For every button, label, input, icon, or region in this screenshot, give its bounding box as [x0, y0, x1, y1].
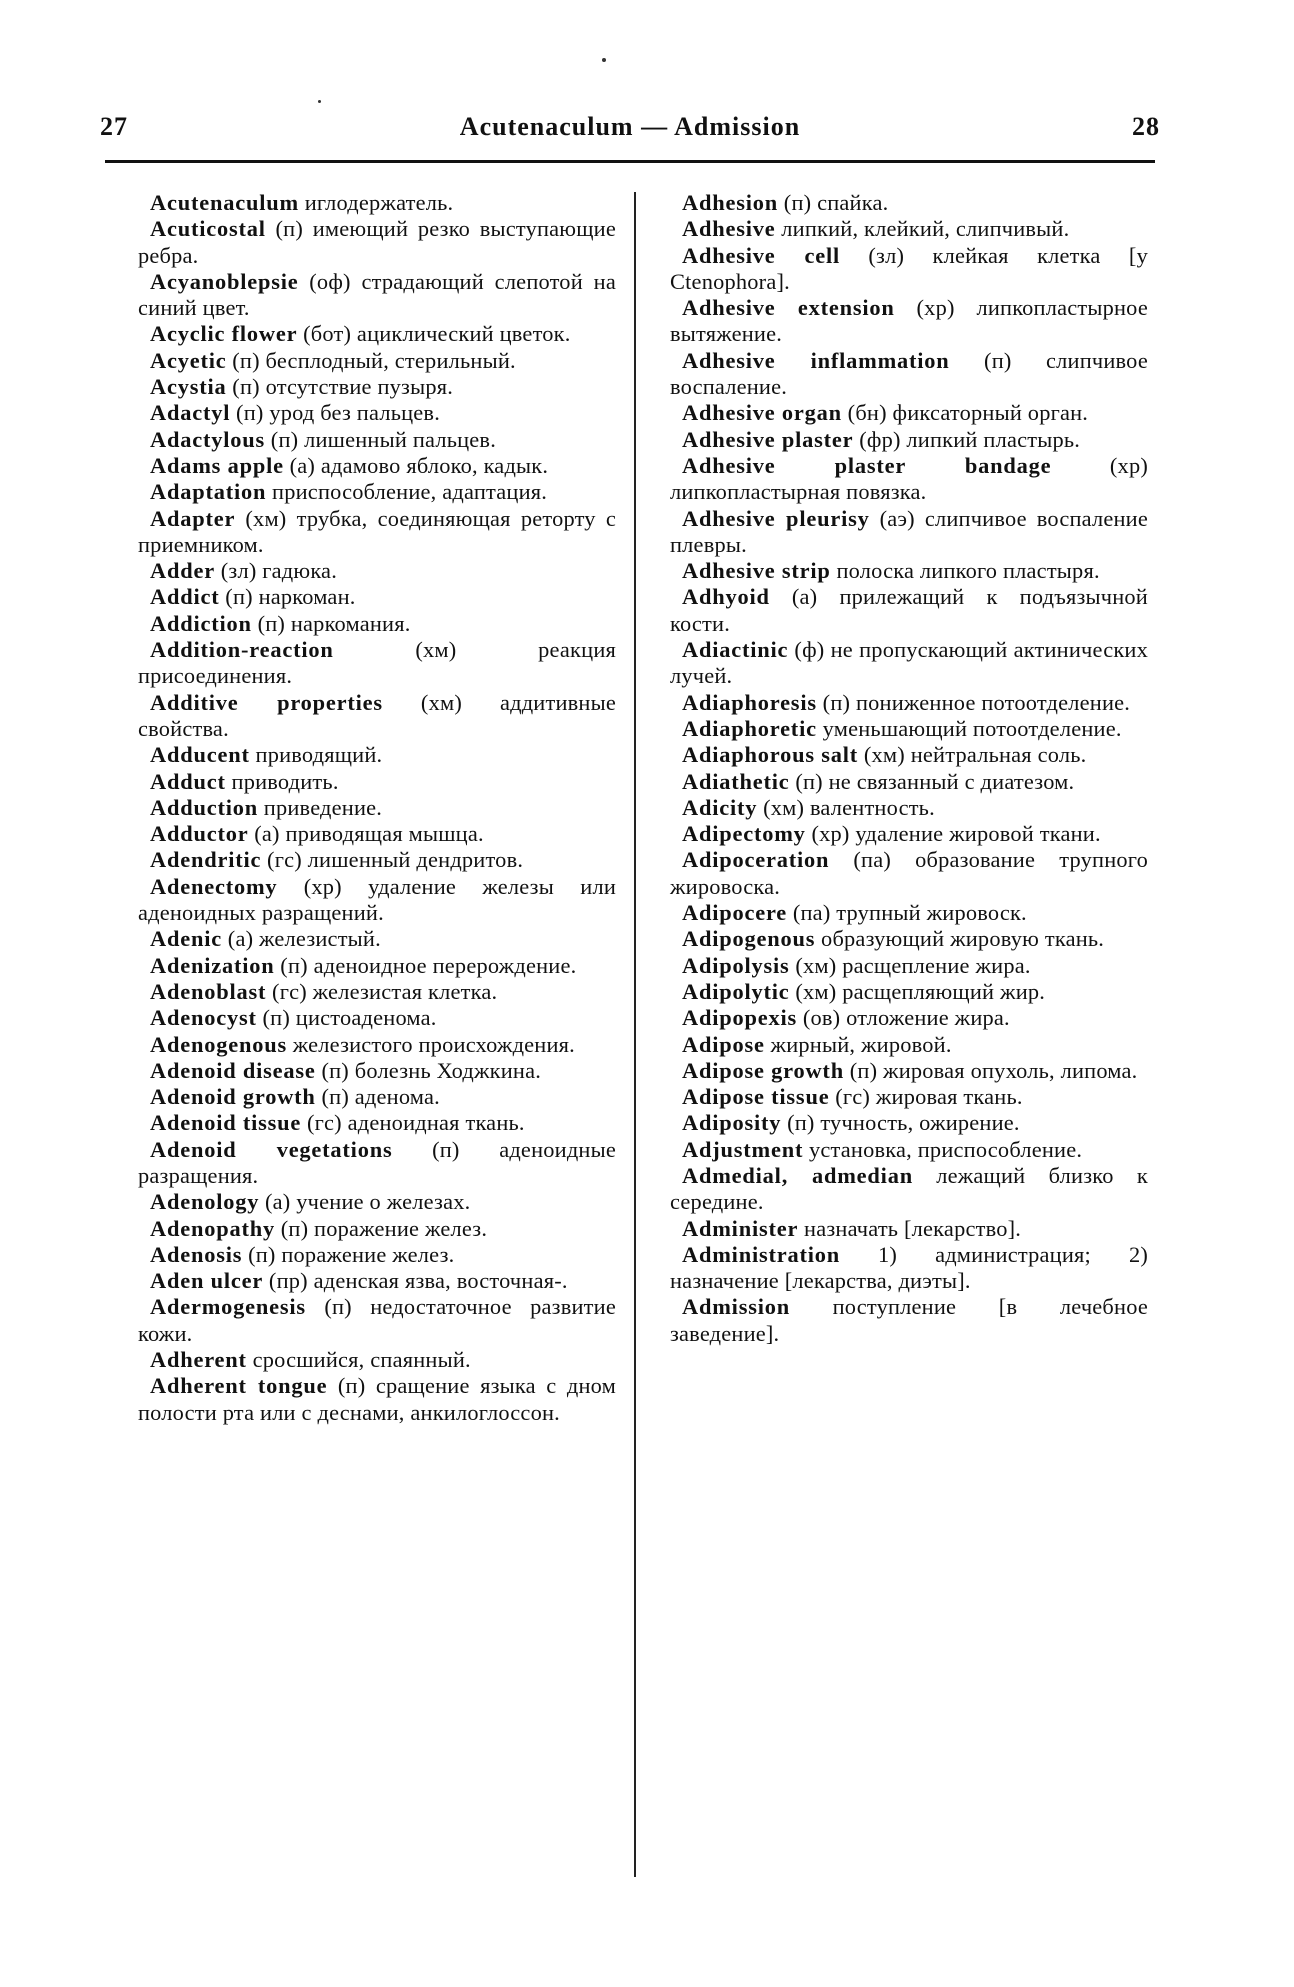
dictionary-entry [670, 821, 1148, 847]
dictionary-entry [670, 243, 1148, 296]
entry-definition: уменьшающий потоотделение. [816, 715, 1122, 741]
dictionary-entry [138, 1137, 616, 1190]
entry-definition: (п) пониженное потоотделение. [816, 689, 1131, 715]
dictionary-entry [138, 1058, 616, 1084]
entry-headword: Adduction [150, 794, 258, 820]
page-header [100, 112, 1160, 152]
entry-definition: (гс) лишенный дендритов. [261, 847, 524, 873]
dictionary-entry [138, 348, 616, 374]
entry-headword: Adherent [150, 1347, 247, 1373]
left-column [138, 190, 616, 1426]
entry-headword: Adipose [682, 1031, 765, 1057]
dictionary-entry [670, 190, 1148, 216]
dictionary-entry [670, 690, 1148, 716]
entry-definition: (п) сращение языка с дном полости рта или с деснами, анкилоглоссон. [138, 1373, 616, 1425]
entry-headword: Adhesive [682, 216, 776, 242]
dictionary-entry [670, 348, 1148, 401]
entry-headword: Adhesive organ [682, 400, 842, 426]
entry-definition: (ов) отложение жира. [797, 1005, 1010, 1031]
dictionary-entry [670, 979, 1148, 1005]
entry-headword: Administration [682, 1241, 840, 1267]
dictionary-entry [670, 953, 1148, 979]
entry-definition: установка, приспособление. [803, 1136, 1083, 1162]
entry-definition: (а) учение о железах. [259, 1189, 471, 1215]
running-title: Acutenaculum — Admission [459, 112, 801, 141]
dictionary-entry [138, 1294, 616, 1347]
entry-headword: Adhesive plaster bandage [682, 452, 1052, 478]
dictionary-entry [670, 1242, 1148, 1295]
entry-definition: (п) не связанный с диатезом. [789, 768, 1075, 794]
entry-headword: Adiactinic [682, 637, 789, 663]
entry-definition: (п) спайка. [778, 190, 889, 215]
entry-definition: (п) лишенный пальцев. [265, 426, 497, 452]
dictionary-entry [138, 979, 616, 1005]
dictionary-entry [138, 479, 616, 505]
dictionary-entry [138, 1110, 616, 1136]
dictionary-entry [138, 742, 616, 768]
entry-headword: Adenoblast [150, 978, 267, 1004]
column-divider [634, 192, 636, 1877]
dictionary-entry [670, 1084, 1148, 1110]
dictionary-entry [670, 769, 1148, 795]
entry-definition: назначать [лекарство]. [798, 1215, 1022, 1241]
entry-definition: (хр) липкопластырная повязка. [670, 452, 1148, 505]
entry-definition: (хр) липкопластырное вытяжение. [670, 295, 1148, 347]
entry-definition: (хм) расщепляющий жир. [789, 978, 1046, 1004]
entry-definition: (п) болезнь Ходжкина. [315, 1057, 542, 1083]
dictionary-entry [138, 269, 616, 322]
entry-definition: (п) отсутствие пузыря. [226, 374, 454, 400]
dictionary-entry [138, 558, 616, 584]
entry-definition: (п) цистоаденома. [256, 1005, 437, 1031]
entry-headword: Adicity [682, 794, 758, 820]
entry-headword: Adhesion [682, 190, 778, 215]
entry-definition: (гс) железистая клетка. [266, 978, 498, 1004]
dictionary-entry [138, 427, 616, 453]
entry-definition: (хм) нейтральная соль. [858, 742, 1087, 768]
entry-definition: (п) аденоидные разращения. [138, 1136, 616, 1188]
entry-headword: Addiction [150, 610, 252, 636]
dictionary-entry [138, 1268, 616, 1294]
entry-definition: (па) образование трупного жировоска. [670, 847, 1148, 899]
dictionary-entry [670, 1058, 1148, 1084]
dictionary-entry [670, 1032, 1148, 1058]
dictionary-entry [138, 847, 616, 873]
entry-headword: Adipoceration [682, 847, 830, 873]
dictionary-entry [670, 1137, 1148, 1163]
dictionary-entry [138, 637, 616, 690]
entry-definition: (а) прилежащий к подъязычной кости. [670, 584, 1148, 636]
entry-headword: Acystia [150, 374, 227, 400]
entry-definition: (зл) клейкая клетка [у Ctenophora]. [670, 242, 1148, 294]
dictionary-entry [670, 900, 1148, 926]
entry-definition: (п) тучность, ожирение. [781, 1110, 1020, 1136]
entry-headword: Adiaphorous salt [682, 742, 859, 768]
entry-headword: Addict [150, 584, 220, 610]
dictionary-entry [138, 400, 616, 426]
dictionary-entry [670, 1163, 1148, 1216]
entry-headword: Adjustment [682, 1136, 804, 1162]
entry-definition: (п) урод без пальцев. [230, 400, 440, 426]
dictionary-entry [670, 1216, 1148, 1242]
entry-definition: (п) недостаточное развитие кожи. [138, 1294, 616, 1346]
entry-definition: сросшийся, спаянный. [246, 1347, 471, 1373]
entry-headword: Adipogenous [682, 926, 816, 952]
entry-headword: Adipolytic [682, 978, 790, 1004]
entry-headword: Adipolysis [682, 952, 790, 978]
dictionary-entry [670, 216, 1148, 242]
entry-definition: (хм) реакция присоединения. [138, 637, 616, 689]
dictionary-entry [138, 1084, 616, 1110]
dictionary-entry [138, 953, 616, 979]
entry-headword: Adhesive strip [682, 558, 831, 584]
dictionary-entry [138, 611, 616, 637]
entry-headword: Adductor [150, 821, 249, 847]
entry-headword: Aden ulcer [150, 1268, 264, 1294]
header-rule [105, 160, 1155, 163]
entry-headword: Adenoid tissue [150, 1110, 302, 1136]
entry-headword: Adipectomy [682, 821, 806, 847]
entry-definition: образующий жировую ткань. [815, 926, 1105, 952]
entry-headword: Adherent tongue [150, 1373, 328, 1399]
entry-definition: (а) железистый. [221, 926, 381, 952]
entry-headword: Acyclic flower [150, 321, 298, 347]
entry-headword: Adapter [150, 505, 236, 531]
dictionary-entry [670, 847, 1148, 900]
dictionary-entry [138, 1032, 616, 1058]
entry-headword: Adipopexis [682, 1005, 798, 1031]
entry-definition: (зл) гадюка. [214, 558, 337, 584]
entry-headword: Adenogenous [150, 1031, 287, 1057]
dictionary-entry [138, 690, 616, 743]
entry-definition: приводящий. [249, 742, 383, 768]
entry-headword: Adhesive cell [682, 242, 840, 268]
dictionary-entry [670, 1294, 1148, 1347]
entry-definition: (а) адамово яблоко, кадык. [283, 452, 549, 478]
entry-headword: Adipose tissue [682, 1084, 830, 1110]
entry-headword: Additive properties [150, 689, 383, 715]
entry-definition: (хр) удаление жировой ткани. [805, 821, 1101, 847]
entry-headword: Adenopathy [150, 1215, 275, 1241]
entry-headword: Adams apple [150, 452, 284, 478]
entry-definition: (гс) жировая ткань. [829, 1084, 1023, 1110]
entry-headword: Adenosis [150, 1241, 243, 1267]
entry-definition: (хм) трубка, соединяющая реторту с приемником. [138, 505, 616, 557]
entry-headword: Adipocere [682, 900, 788, 926]
dictionary-entry [138, 321, 616, 347]
entry-headword: Addition-reaction [150, 637, 334, 663]
entry-headword: Adenocyst [150, 1005, 257, 1031]
entry-headword: Adenology [150, 1189, 260, 1215]
dictionary-entry [138, 374, 616, 400]
page-number-right: 28 [1132, 112, 1160, 141]
dictionary-entry [138, 216, 616, 269]
entry-headword: Adiaphoretic [682, 715, 817, 741]
dictionary-entry [670, 926, 1148, 952]
entry-headword: Adder [150, 558, 215, 584]
entry-definition: приводить. [225, 768, 339, 794]
entry-headword: Adenic [150, 926, 222, 952]
entry-definition: (п) аденоидное перерождение. [274, 952, 577, 978]
entry-definition: (п) имеющий резко выступающие ребра. [138, 216, 616, 268]
dictionary-entry [670, 400, 1148, 426]
entry-definition: (оф) страдающий слепотой на синий цвет. [138, 268, 616, 321]
dictionary-entry [138, 821, 616, 847]
entry-definition: (п) поражение желез. [242, 1241, 455, 1267]
entry-headword: Adenoid vegetations [150, 1136, 393, 1162]
right-column [670, 190, 1148, 1347]
entry-headword: Adendritic [150, 847, 262, 873]
entry-headword: Acyetic [150, 347, 227, 373]
entry-definition: (п) слипчивое воспаление. [670, 347, 1148, 400]
dictionary-entry [138, 926, 616, 952]
dictionary-entry [670, 1110, 1148, 1136]
dictionary-entry [138, 453, 616, 479]
dictionary-entry [670, 716, 1148, 742]
entry-headword: Adenoid disease [150, 1057, 316, 1083]
entry-headword: Adipose growth [682, 1057, 844, 1083]
entry-headword: Adactyl [150, 400, 231, 426]
entry-definition: (а) приводящая мышца. [248, 821, 484, 847]
entry-definition: приспособление, адаптация. [266, 479, 548, 505]
print-speck [602, 58, 606, 62]
entry-headword: Adduct [150, 768, 226, 794]
dictionary-entry [138, 1189, 616, 1215]
dictionary-entry [670, 427, 1148, 453]
entry-definition: жирный, жировой. [764, 1031, 952, 1057]
entry-headword: Administer [682, 1215, 799, 1241]
entry-definition: железистого происхождения. [286, 1031, 575, 1057]
entry-headword: Adhesive plaster [682, 426, 854, 452]
dictionary-entry [138, 190, 616, 216]
dictionary-entry [670, 295, 1148, 348]
entry-headword: Adhyoid [682, 584, 770, 610]
entry-definition: липкий, клейкий, слипчивый. [775, 216, 1070, 242]
entry-headword: Adaptation [150, 479, 267, 505]
entry-headword: Acutenaculum [150, 190, 299, 215]
entry-headword: Adiathetic [682, 768, 790, 794]
entry-definition: (п) аденома. [315, 1084, 440, 1110]
dictionary-entry [138, 584, 616, 610]
entry-definition: (ф) не пропускающий актинических лучей. [670, 637, 1148, 689]
entry-definition: иглодержатель. [298, 190, 454, 215]
entry-definition: приведение. [258, 794, 383, 820]
entry-definition: (п) бесплодный, стерильный. [226, 347, 516, 373]
dictionary-entry [670, 453, 1148, 506]
dictionary-entry [138, 506, 616, 559]
entry-headword: Adermogenesis [150, 1294, 306, 1320]
dictionary-entry [138, 1347, 616, 1373]
entry-definition: (гс) аденоидная ткань. [301, 1110, 525, 1136]
print-speck [318, 100, 321, 103]
entry-headword: Adhesive extension [682, 295, 895, 321]
entry-definition: (бн) фиксаторный орган. [841, 400, 1089, 426]
page-number-left: 27 [100, 112, 128, 141]
dictionary-entry [670, 637, 1148, 690]
entry-headword: Acuticostal [150, 216, 266, 242]
entry-definition: (фр) липкий пластырь. [853, 426, 1081, 452]
entry-definition: (п) жировая опухоль, липома. [843, 1057, 1138, 1083]
entry-definition: поступление [в лечебное заведение]. [670, 1294, 1148, 1346]
dictionary-entry [670, 506, 1148, 559]
dictionary-entry [670, 1005, 1148, 1031]
dictionary-entry [138, 795, 616, 821]
dictionary-entry [138, 1216, 616, 1242]
dictionary-entry [670, 558, 1148, 584]
entry-definition: (хр) удаление железы или аденоидных разращений. [138, 873, 616, 926]
entry-headword: Adducent [150, 742, 250, 768]
entry-definition: полоска липкого пластыря. [830, 558, 1100, 584]
entry-headword: Adiposity [682, 1110, 782, 1136]
dictionary-entry [670, 795, 1148, 821]
entry-headword: Admission [682, 1294, 790, 1320]
dictionary-entry [138, 1005, 616, 1031]
dictionary-entry [138, 874, 616, 927]
entry-definition: (бот) ациклический цветок. [297, 321, 571, 347]
dictionary-entry [138, 769, 616, 795]
dictionary-entry [670, 584, 1148, 637]
dictionary-entry [138, 1242, 616, 1268]
entry-definition: (п) наркомания. [251, 610, 411, 636]
entry-definition: (хм) валентность. [757, 794, 935, 820]
entry-definition: (хм) расщепление жира. [789, 952, 1031, 978]
entry-headword: Admedial, admedian [682, 1162, 913, 1188]
entry-headword: Adenectomy [150, 873, 278, 899]
entry-definition: (п) наркоман. [219, 584, 356, 610]
entry-headword: Adenization [150, 952, 275, 978]
entry-headword: Acyanoblepsie [150, 268, 299, 294]
entry-headword: Adactylous [150, 426, 265, 452]
entry-headword: Adhesive pleurisy [682, 505, 870, 531]
dictionary-entry [670, 742, 1148, 768]
dictionary-entry [138, 1373, 616, 1426]
entry-definition: (п) поражение желез. [274, 1215, 488, 1241]
entry-definition: лежащий близко к середине. [670, 1162, 1148, 1215]
entry-definition: (хм) аддитивные свойства. [138, 689, 616, 741]
entry-definition: 1) администрация; 2) назначение [лекарства, диэты]. [670, 1241, 1148, 1294]
entry-headword: Adenoid growth [150, 1084, 316, 1110]
entry-headword: Adhesive inflammation [682, 347, 950, 373]
entry-definition: (аэ) слипчивое воспаление плевры. [670, 505, 1148, 557]
entry-definition: (пр) аденская язва, восточная-. [263, 1268, 568, 1294]
entry-definition: (па) трупный жировоск. [787, 900, 1027, 926]
entry-headword: Adiaphoresis [682, 689, 817, 715]
